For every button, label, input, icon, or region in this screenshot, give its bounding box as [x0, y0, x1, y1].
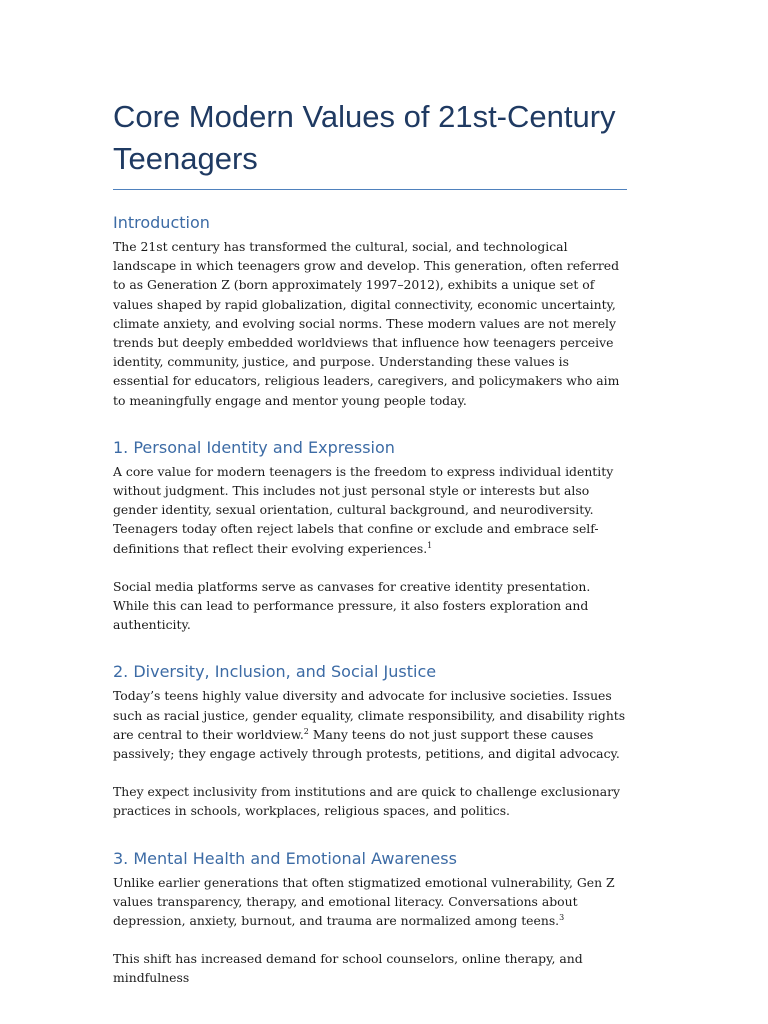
section-heading-personal-identity: 1. Personal Identity and Expression [113, 437, 395, 457]
section-heading-introduction: Introduction [113, 213, 210, 232]
section-heading-diversity: 2. Diversity, Inclusion, and Social Justice [113, 662, 437, 682]
personal-identity-paragraph-1 [113, 462, 627, 558]
footnote-ref-1[interactable]: 1 [427, 540, 433, 550]
paragraph-text-b: Many teens do not just support these causes passively; they engage actively through protests, petitions, and digital advocacy. [113, 726, 620, 762]
document-page [113, 96, 627, 988]
introduction-paragraph: The 21st century has transformed the cultural, social, and technological landscape in which teenagers grow and develop. This generation, often referred to as Generation Z (born approximately 1997–2012), exhibits a unique set of values shaped by rapid globalization, digital connectivity, economic uncertainty, climate anxiety, and evolving social norms. These modern values are not merely trends but deeply embedded worldviews that influence how teenagers perceive identity, community, justice, and purpose. Understanding these values is essential for educators, religious leaders, caregivers, and policymakers who aim to meaningfully engage and mentor young people today. [113, 239, 620, 408]
paragraph-text: A core value for modern teenagers is the freedom to express individual identity without judgment. This includes not just personal style or interests but also gender identity, sexual orientation, cultural background, and neurodiversity. Teenagers today often reject labels that confine or exclude and embrace self-definitions that reflect their evolving experiences. [113, 463, 614, 556]
mental-health-paragraph-2: This shift has increased demand for school counselors, online therapy, and mindfulness [113, 951, 583, 986]
personal-identity-paragraph-2: Social media platforms serve as canvases for creative identity presentation. While this can lead to performance pressure, it also fosters exploration and authenticity. [113, 578, 591, 633]
diversity-paragraph-1 [113, 686, 627, 763]
footnote-ref-3[interactable]: 3 [559, 912, 565, 922]
mental-health-paragraph-1 [113, 873, 627, 931]
section-heading-mental-health: 3. Mental Health and Emotional Awareness [113, 848, 457, 868]
paragraph-text-a: Today’s teens highly value diversity and advocate for inclusive societies. Issues such as racial justice, gender equality, climate responsibility, and disability rights are central to their worldview. [113, 688, 626, 742]
footnote-ref-2[interactable]: 2 [303, 726, 309, 736]
paragraph-text: Unlike earlier generations that often stigmatized emotional vulnerability, Gen Z values transparency, therapy, and emotional literacy. Conversations about depression, anxiety, burnout, and trauma are normalized among teens. [113, 874, 615, 929]
document-title: Core Modern Values of 21st-Century Teenagers [113, 96, 627, 190]
diversity-paragraph-2: They expect inclusivity from institutions and are quick to challenge exclusionary practices in schools, workplaces, religious spaces, and politics. [113, 784, 621, 819]
